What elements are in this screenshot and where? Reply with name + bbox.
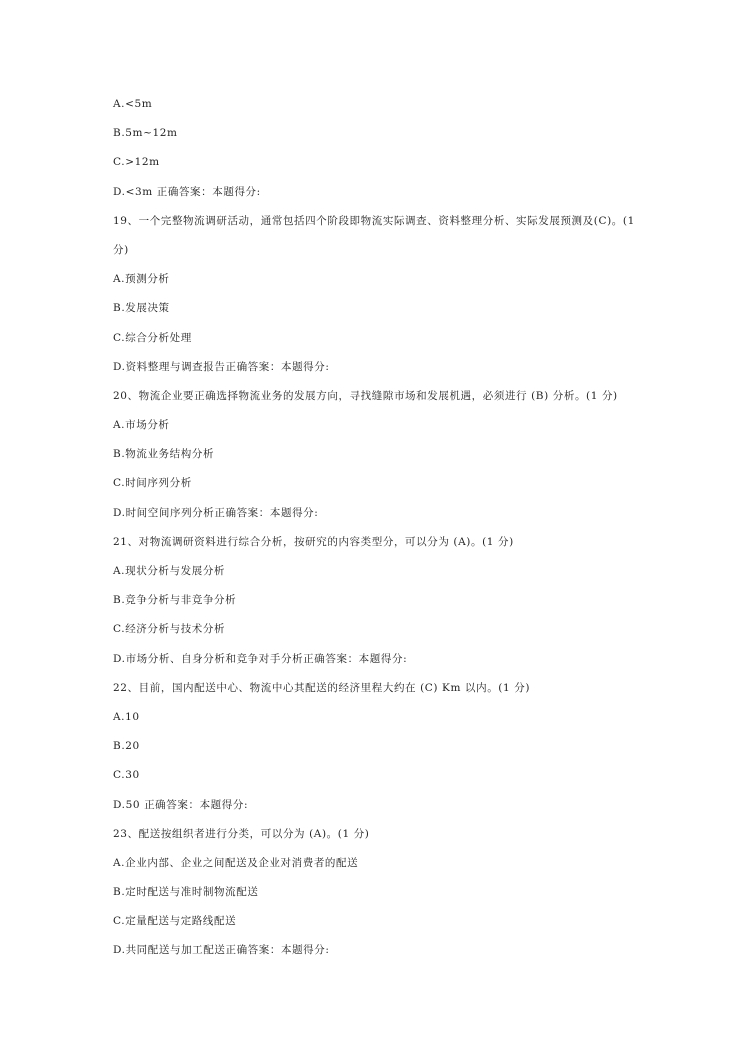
question-21: 21、对物流调研资料进行综合分析，按研究的内容类型分，可以分为 (A)。(1 分): [113, 535, 514, 548]
question-22: 22、目前，国内配送中心、物流中心其配送的经济里程大约在 (C) Km 以内。(1 分): [113, 681, 531, 694]
question-19-continued: 分): [113, 243, 129, 256]
option-b-21: B.竞争分析与非竞争分析: [113, 594, 237, 607]
option-c-18: C.>12m: [113, 156, 160, 169]
question-23: 23、配送按组织者进行分类，可以分为 (A)。(1 分): [113, 827, 370, 840]
option-b-18: B.5m~12m: [113, 127, 178, 140]
option-d-19-answer: D.资料整理与调查报告正确答案：本题得分:: [113, 360, 330, 373]
option-a-19: A.预测分析: [113, 273, 170, 286]
option-d-21-answer: D.市场分析、自身分析和竞争对手分析正确答案：本题得分:: [113, 652, 408, 665]
option-b-20: B.物流业务结构分析: [113, 448, 215, 461]
option-d-23-answer: D.共同配送与加工配送正确答案：本题得分:: [113, 944, 330, 957]
option-a-22: A.10: [113, 710, 140, 723]
option-b-19: B.发展决策: [113, 302, 170, 315]
option-a-23: A.企业内部、企业之间配送及企业对消费者的配送: [113, 856, 359, 869]
option-d-18-answer: D.<3m 正确答案：本题得分:: [113, 185, 261, 198]
option-d-20-answer: D.时间空间序列分析正确答案：本题得分:: [113, 506, 319, 519]
option-b-22: B.20: [113, 740, 140, 753]
option-b-23: B.定时配送与准时制物流配送: [113, 886, 259, 899]
option-a-20: A.市场分析: [113, 419, 170, 432]
option-c-22: C.30: [113, 769, 140, 782]
option-c-20: C.时间序列分析: [113, 477, 192, 490]
option-a-18: A.<5m: [113, 98, 153, 110]
option-d-22-answer: D.50 正确答案：本题得分:: [113, 798, 249, 811]
option-c-23: C.定量配送与定路线配送: [113, 915, 237, 928]
option-c-19: C.综合分析处理: [113, 331, 192, 344]
option-a-21: A.现状分析与发展分析: [113, 565, 226, 577]
document-body: [113, 94, 673, 970]
option-c-21: C.经济分析与技术分析: [113, 623, 226, 636]
question-19: 19、一个完整物流调研活动，通常包括四个阶段即物流实际调查、资料整理分析、实际发展预测及(C)。(1: [113, 214, 635, 227]
question-20: 20、物流企业要正确选择物流业务的发展方向，寻找缝隙市场和发展机遇，必须进行 (B) 分析。(1 分): [113, 389, 618, 402]
